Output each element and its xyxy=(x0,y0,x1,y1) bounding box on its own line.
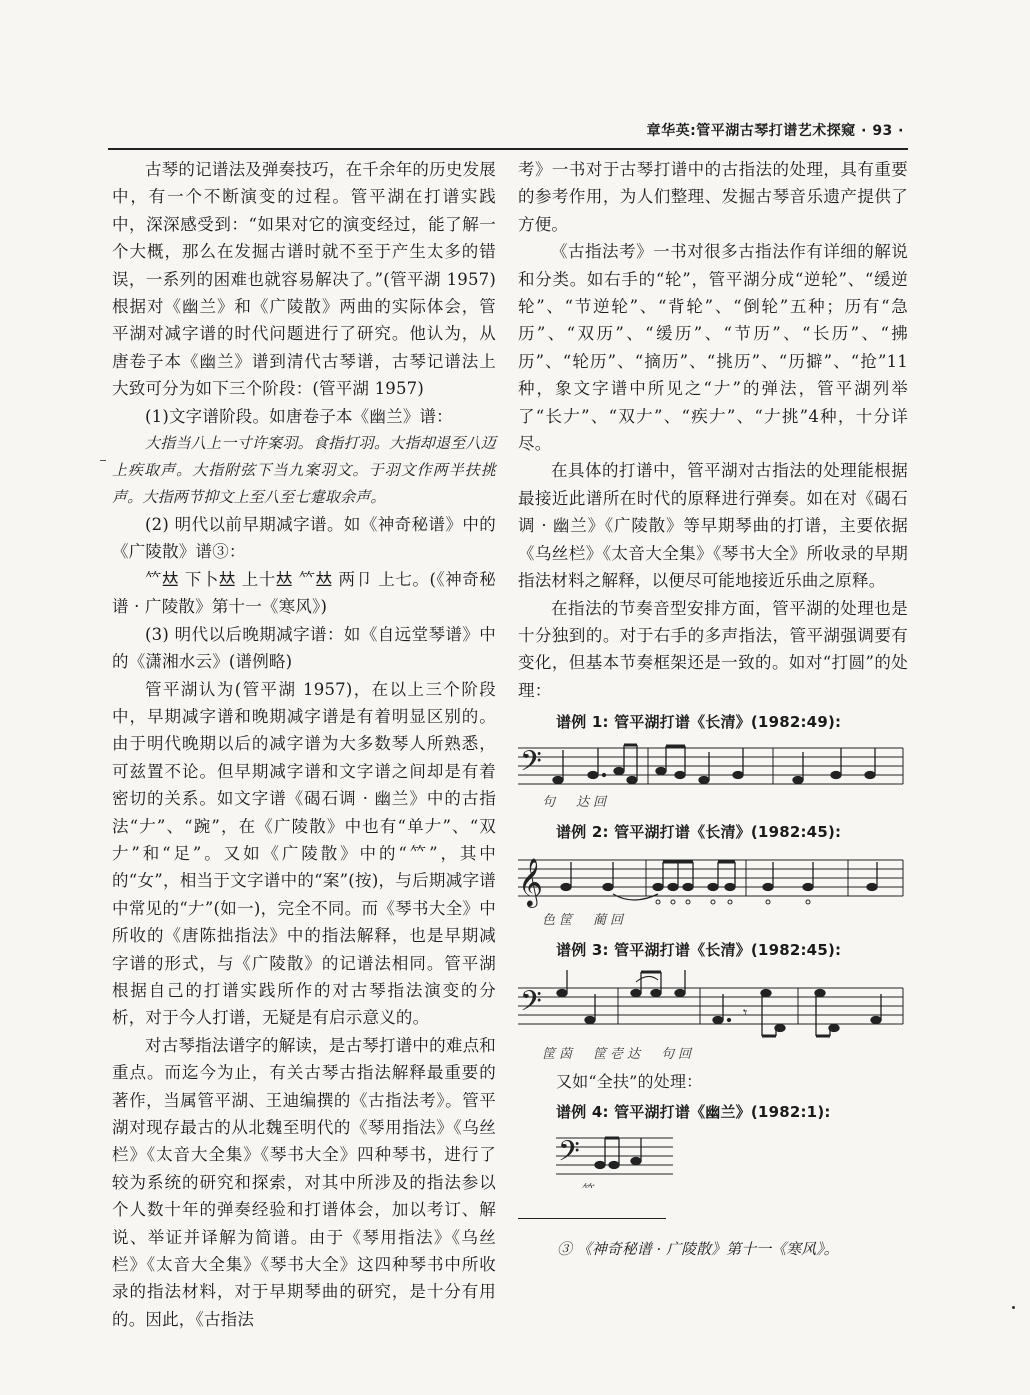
example-3-fingering: 筐茵 筐壱达 句回 xyxy=(542,1047,696,1063)
bass-clef-icon: 𝄢 xyxy=(520,985,543,1026)
jianzi-pu-quote: 𥫗𠀤 下卜𠀤 上十𠀤 𥫗𠀤 两卩 上七。(《神奇秘谱 · 广陵散》第十一《寒风》) xyxy=(112,569,496,617)
paragraph: 古琴的记谱法及弹奏技巧，在千余年的历史发展中，有一个不断演变的过程。管平湖在打谱实践中，深深感受到：“如果对它的演变经过，能了解一个大概，那么在发掘古谱时就不至于产生太多的错误，一系列的困难也就容易解决了。”(管平湖 1957)根据对《幽兰》和《广陵散》两曲的实际体会，管平湖对减字谱的时代问题进行了研究。他认为，从唐卷子本《幽兰》谱到清代古琴谱，古琴记谱法上大致可分为如下三个阶段：(管平湖 1957) xyxy=(112,160,496,399)
example-3-label: 谱例 3: 管平湖打谱《长清》(1982:45): xyxy=(556,941,842,960)
paragraph: 对古琴指法谱字的解读，是古琴打谱中的难点和重点。而迄今为止，有关古琴古指法解释最重要的著作，当属管平湖、王迪编撰的《古指法考》。管平湖对现存最古的从北魏至明代的《琴用指法》《乌丝栏》《太音大全集》《琴书大全》四种琴书，进行了较为系统的研究和探索，对其中所涉及的指法参以个人数十年的弹奏经验和打谱体会，加以考订、解说、举证并译解为简谱。由于《琴用指法》《乌丝栏》《太音大全集》《琴书大全》这四种琴书中所收录的指法材料，对于早期琴曲的研究，是十分有用的。因此，《古指法 xyxy=(112,1035,496,1329)
left-column xyxy=(112,156,496,1333)
stage-heading: (3) 明代以后晚期减字谱：如《自远堂琴谱》中的《潇湘水云》(谱例略) xyxy=(112,624,496,672)
example-2-label: 谱例 2: 管平湖打谱《长清》(1982:45): xyxy=(556,823,842,842)
scan-mark xyxy=(1012,1306,1015,1309)
wenzi-pu-quote: 大指当八上一寸许案羽。食指打羽。大指却退至八迈上疾取声。大指附弦下当九案羽文。于羽文作两半扶挑声。大指两节抑文上至八至七疐取余声。 xyxy=(112,434,496,507)
example-1-label: 谱例 1: 管平湖打谱《长清》(1982:49): xyxy=(556,713,842,732)
right-column xyxy=(518,156,908,1206)
example-1-fingering: 句 达回 xyxy=(542,795,611,811)
music-staff-example-4 xyxy=(518,1130,678,1180)
footnote: ③ 《神奇秘谱 · 广陵散》第十一《寒风》。 xyxy=(557,1240,839,1258)
paragraph: 在指法的节奏音型安排方面，管平湖的处理也是十分独到的。对于右手的多声指法，管平湖强调要有变化，但基本节奏框架还是一致的。如对“打圆”的处理： xyxy=(518,598,908,700)
example-4-fingering: 𥫗 xyxy=(580,1183,598,1199)
paragraph: 又如“全扶”的处理： xyxy=(556,1072,703,1092)
paragraph: 管平湖认为(管平湖 1957)，在以上三个阶段中，早期减字谱和晚期减字谱是有着明显区别的。由于明代晚期以后的减字谱为大多数琴人所熟悉，可兹置不论。但早期减字谱和文字谱之间却是有着密切的关系。如文字谱《碣石调 · 幽兰》中的古指法“𠂇”、“踠”，在《广陵散》中也有“单𠂇”、“双𠂇”和“足”。又如《广陵散》中的“𥫗”，其中的“女”，相当于文字谱中的“案”(按)，与后期减字谱中常见的“𠂇”(如一)，完全不同。而《琴书大全》中所收的《唐陈拙指法》中的指法解释，也是早期减字谱的形式，与《广陵散》的记谱法相同。管平湖根据自己的打谱实践所作的对古琴指法演变的分析，对于今人打谱，无疑是有启示意义的。 xyxy=(112,679,496,1028)
running-header xyxy=(108,108,908,150)
footnote-rule xyxy=(518,1218,666,1219)
paragraph: 在具体的打谱中，管平湖对古指法的处理能根据最接近此谱所在时代的原释进行弹奏。如在对《碣石调 · 幽兰》《广陵散》等早期琴曲的打谱，主要依据《乌丝栏》《太音大全集》《琴书大全》所收录的早期指法材料之解释，以便尽可能地接近乐曲之原释。 xyxy=(518,461,908,591)
treble-clef-icon: 𝄞 xyxy=(518,857,544,907)
bass-clef-icon: 𝄢 xyxy=(520,745,543,786)
bass-clef-icon: 𝄢 xyxy=(558,1135,581,1176)
paragraph: 《古指法考》一书对很多古指法作有详细的解说和分类。如右手的“轮”，管平湖分成“逆轮”、“缓逆轮”、“节逆轮”、“背轮”、“倒轮”五种；历有“急历”、“双历”、“缓历”、“节历”、“长历”、“拂历”、“轮历”、“摘历”、“挑历”、“历擗”、“抢”11种，象文字谱中所见之“𠂇”的弹法，管平湖列举了“长𠂇”、“双𠂇”、“疾𠂇”、“𠂇挑”4种，十分详尽。 xyxy=(518,242,908,454)
margin-mark xyxy=(100,460,106,461)
music-staff-example-2 xyxy=(518,850,908,910)
stage-heading: (2) 明代以前早期减字谱。如《神奇秘谱》中的《广陵散》谱③： xyxy=(112,515,496,562)
stage-heading: (1)文字谱阶段。如唐卷子本《幽兰》谱： xyxy=(145,406,453,426)
running-head-title: 章华英:管平湖古琴打谱艺术探窥 · 93 · xyxy=(646,123,904,139)
svg-text:𝄾: 𝄾 xyxy=(743,1003,748,1023)
paragraph: 考》一书对于古琴打谱中的古指法的处理，具有重要的参考作用，为人们整理、发掘古琴音乐遗产提供了方便。 xyxy=(518,160,908,234)
music-staff-example-3 xyxy=(518,968,908,1044)
example-4-label: 谱例 4: 管平湖打谱《幽兰》(1982:1): xyxy=(556,1103,831,1122)
example-2-fingering: 色筐 蔺回 xyxy=(542,913,628,929)
music-staff-example-1 xyxy=(518,740,908,792)
